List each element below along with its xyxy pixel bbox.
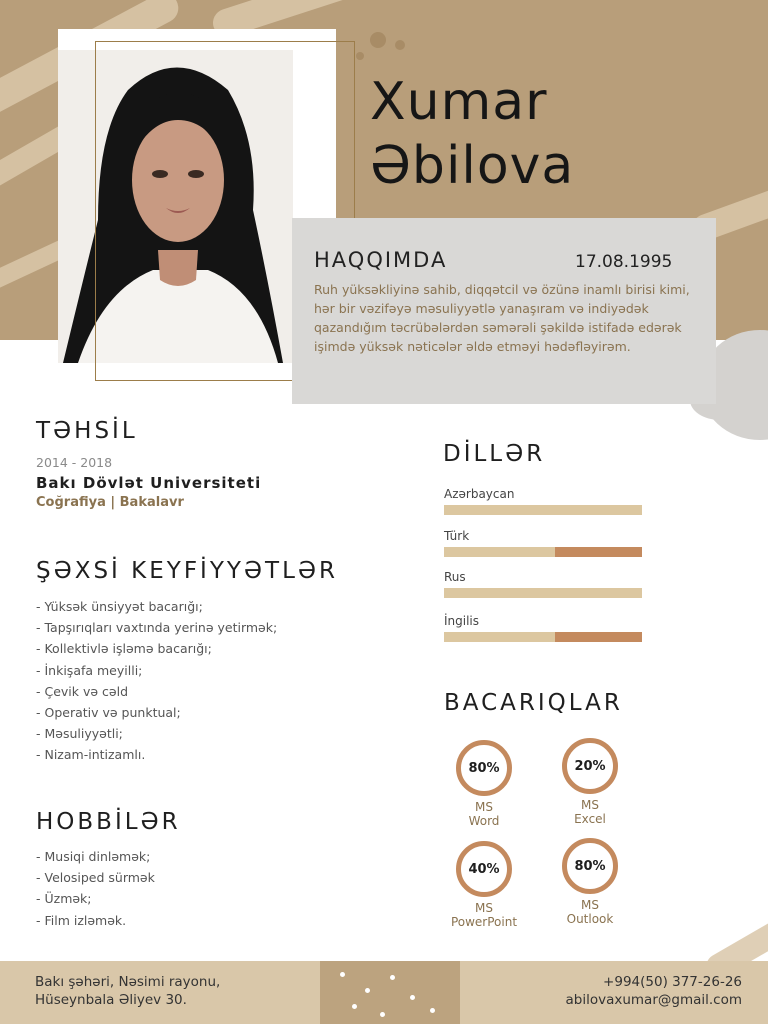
skill-item	[439, 841, 529, 929]
about-title: HAQQIMDA	[314, 248, 448, 272]
language-item	[444, 614, 642, 642]
list-item: - Musiqi dinləmək;	[36, 849, 151, 864]
qualities-title: ŞƏXSİ KEYFİYYƏTLƏR	[36, 558, 338, 584]
skills-title: BACARIQLAR	[444, 690, 623, 716]
language-bar-fill	[555, 632, 642, 642]
list-item: - Çevik və cəld	[36, 683, 129, 699]
about-section	[292, 218, 716, 404]
address-line-2: Hüseynbala Əliyev 30.	[35, 992, 187, 1008]
birth-date: 17.08.1995	[575, 252, 673, 272]
decor-dot	[370, 32, 386, 48]
list-item: - İnkişafa meyilli;	[36, 662, 143, 678]
skill-ring: 80%	[562, 838, 618, 894]
decor-dot	[340, 972, 345, 977]
language-name: Rus	[444, 570, 466, 584]
language-name: İngilis	[444, 614, 480, 628]
skill-item	[545, 738, 635, 826]
language-bar	[444, 547, 642, 557]
decor-dot	[410, 995, 415, 1000]
language-name: Türk	[444, 529, 470, 543]
skill-label: MS Excel	[574, 798, 606, 826]
language-bar	[444, 588, 642, 598]
full-name	[370, 70, 574, 198]
language-bar-fill	[555, 547, 642, 557]
decor-dot	[380, 1012, 385, 1017]
skill-label: MS Outlook	[566, 898, 614, 926]
first-name: Xumar	[370, 72, 548, 132]
skill-label: MS PowerPoint	[450, 901, 518, 929]
list-item: - Tapşırıqları vaxtında yerinə yetirmək;	[36, 620, 278, 636]
footer-brush	[320, 961, 460, 1024]
list-item: - Məsuliyyətli;	[36, 726, 123, 742]
footer-contact	[565, 973, 742, 1009]
decor-dot	[365, 988, 370, 993]
education-degree: Coğrafiya | Bakalavr	[36, 495, 184, 510]
email-address: abilovaxumar@gmail.com	[565, 992, 742, 1008]
about-text: Ruh yüksəkliyinə sahib, diqqətcil və özünə inamlı birisi kimi, hər bir vəzifəyə məsuliyyətlə yanaşıram və indiyədək qazandığım təcrübələrdən səmərəli şəkildə istifadə edərək işimdə yüksək nəticələr əldə etməyi hədəfləyirəm.	[314, 282, 690, 354]
language-name: Azərbaycan	[444, 487, 515, 501]
phone-number: +994(50) 377-26-26	[603, 974, 742, 990]
address-line-1: Bakı şəhəri, Nəsimi rayonu,	[35, 974, 221, 990]
list-item: - Nizam-intizamlı.	[36, 747, 146, 763]
decor-dot	[352, 1004, 357, 1009]
education-years: 2014 - 2018	[36, 455, 113, 470]
decor-dot	[430, 1008, 435, 1013]
skill-item	[545, 838, 635, 926]
language-item	[444, 529, 642, 557]
language-item	[444, 487, 642, 515]
hobbies-list	[36, 846, 155, 931]
skill-ring: 20%	[562, 738, 618, 794]
hobbies-title: HOBBİLƏR	[36, 809, 181, 835]
language-item	[444, 570, 642, 598]
list-item: - Film izləmək.	[36, 912, 127, 928]
education-title: TƏHSİL	[36, 418, 138, 444]
skill-item	[439, 740, 529, 828]
last-name: Əbilova	[370, 136, 575, 196]
footer-address	[35, 973, 220, 1009]
education-university: Bakı Dövlət Universiteti	[36, 474, 262, 492]
qualities-list	[36, 596, 277, 766]
language-bar	[444, 632, 642, 642]
skill-ring: 40%	[456, 841, 512, 897]
list-item: - Velosiped sürmək	[36, 870, 155, 886]
list-item: - Yüksək ünsiyyət bacarığı;	[36, 599, 203, 614]
skill-label: MS Word	[468, 800, 500, 828]
decor-dot	[395, 40, 405, 50]
list-item: - Operativ və punktual;	[36, 705, 181, 721]
language-bar	[444, 505, 642, 515]
list-item: - Üzmək;	[36, 891, 92, 907]
languages-title: DİLLƏR	[443, 441, 546, 467]
skill-ring: 80%	[456, 740, 512, 796]
decor-dot	[356, 52, 364, 60]
list-item: - Kollektivlə işləmə bacarığı;	[36, 641, 212, 657]
decor-dot	[390, 975, 395, 980]
